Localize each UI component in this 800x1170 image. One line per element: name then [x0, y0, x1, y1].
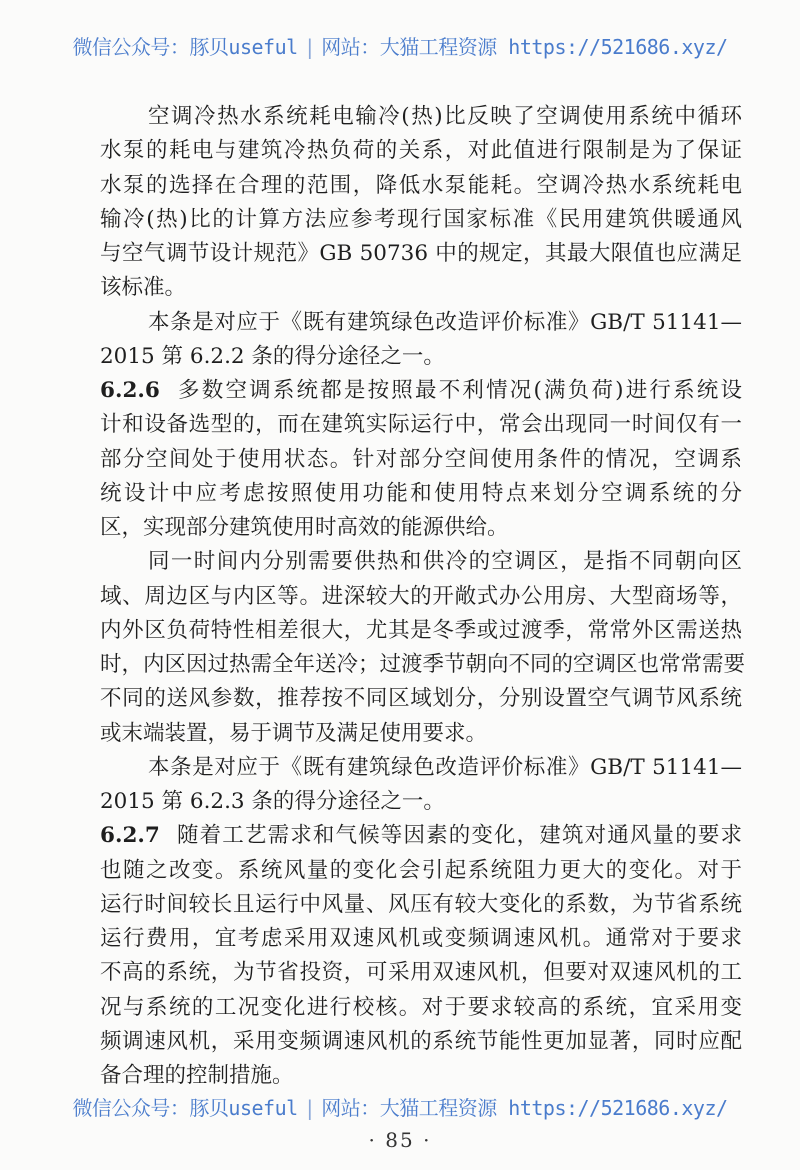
line-text: 运行费用，宜考虑采用双速风机或变频调速风机。通常对于要求 [100, 926, 742, 951]
section-paragraph [100, 819, 742, 1093]
line-text: 与空气调节设计规范》GB 50736 中的规定，其最大限值也应满足 [100, 241, 742, 266]
watermark-separator: | [303, 1096, 316, 1120]
text-line [100, 751, 742, 785]
text-line [100, 648, 746, 682]
text-line [100, 408, 742, 442]
line-text: 多数空调系统都是按照最不利情况(满负荷)进行系统设 [175, 378, 742, 403]
line-text: 2015 第 6.2.3 条的得分途径之一。 [100, 789, 445, 814]
text-line [100, 271, 742, 305]
line-text: 运行时间较长且运行中风量、风压有较大变化的系数，为节省系统 [100, 891, 742, 917]
text-line [100, 477, 742, 511]
paragraph [100, 545, 746, 751]
line-text: 也随之改变。系统风量的变化会引起系统阻力更大的变化。对于 [100, 857, 742, 883]
text-line [100, 203, 742, 237]
line-text: 统设计中应考虑按照使用功能和使用特点来划分空调系统的分 [100, 480, 742, 506]
line-text: 输冷(热)比的计算方法应参考现行国家标准《民用建筑供暖通风 [100, 206, 742, 232]
watermark-wechat: 微信公众号：豚贝useful [72, 35, 298, 59]
watermark-bottom [0, 1092, 800, 1121]
text-line [100, 306, 742, 340]
text-line [100, 374, 742, 408]
watermark-top [0, 31, 800, 60]
line-text: 随着工艺需求和气候等因素的变化，建筑对通风量的要求 [175, 823, 742, 849]
text-line [100, 854, 742, 888]
line-text: 不高的系统，为节省投资，可采用双速风机，但要对双速风机的工 [100, 960, 742, 986]
text-line [100, 682, 742, 716]
line-text: 或末端装置，易于调节及满足使用要求。 [100, 720, 488, 746]
text-line [100, 237, 742, 271]
text-line [100, 785, 742, 819]
paragraph [100, 751, 742, 820]
section-number: 6.2.7 [100, 823, 160, 849]
text-line [100, 1059, 742, 1093]
text-line [100, 717, 742, 751]
text-line [100, 1025, 742, 1059]
text-line [100, 511, 742, 545]
text-line [100, 134, 742, 168]
line-text: 不同的送风参数，推荐按不同区域划分，分别设置空气调节风系统 [100, 686, 742, 712]
line-text: 况与系统的工况变化进行校核。对于要求较高的系统，宜采用变 [100, 994, 742, 1020]
text-line [100, 922, 742, 956]
text-line [100, 580, 742, 614]
line-text: 内外区负荷特性相差很大，尤其是冬季或过渡季，常常外区需送热 [100, 617, 742, 643]
paragraph [100, 306, 742, 375]
text-line [100, 819, 742, 853]
line-text: 时，内区因过热需全年送冷；过渡季节朝向不同的空调区也常常需要 [100, 652, 746, 677]
line-text: 空调冷热水系统耗电输冷(热)比反映了空调使用系统中循环 [148, 104, 742, 129]
line-text: 水泵的耗电与建筑冷热负荷的关系，对此值进行限制是为了保证 [100, 138, 742, 164]
text-line [100, 169, 742, 203]
line-text: 域、周边区与内区等。进深较大的开敞式办公用房、大型商场等， [100, 583, 742, 609]
paragraph [100, 100, 742, 306]
line-text: 部分空间处于使用状态。针对部分空间使用条件的情况，空调系 [100, 446, 742, 472]
watermark-website: 网站：大猫工程资源 https://521686.xyz/ [321, 35, 728, 59]
line-text: 备合理的控制措施。 [100, 1063, 294, 1088]
document-body [100, 100, 746, 1093]
line-text: 该标准。 [100, 275, 187, 301]
text-line [100, 614, 742, 648]
watermark-separator: | [303, 35, 316, 59]
line-text: 频调速风机，采用变频调速风机的系统节能性更加显著，同时应配 [100, 1028, 742, 1054]
line-text: 计和设备选型的，而在建筑实际运行中，常会出现同一时间仅有一 [100, 412, 742, 438]
line-text: 本条是对应于《既有建筑绿色改造评价标准》GB/T 51141— [148, 309, 742, 335]
page-number: · 85 · [368, 1128, 432, 1152]
line-text: 2015 第 6.2.2 条的得分途径之一。 [100, 343, 445, 369]
text-line [100, 443, 742, 477]
section-number: 6.2.6 [100, 378, 160, 403]
watermark-website: 网站：大猫工程资源 https://521686.xyz/ [321, 1096, 728, 1120]
text-line [100, 888, 742, 922]
text-line [100, 545, 742, 579]
text-line [100, 100, 742, 134]
text-line [100, 956, 742, 990]
text-line [100, 340, 742, 374]
line-text: 水泵的选择在合理的范围，降低水泵能耗。空调冷热水系统耗电 [100, 172, 742, 198]
text-line [100, 991, 742, 1025]
line-text: 区，实现部分建筑使用时高效的能源供给。 [100, 515, 509, 540]
line-text: 同一时间内分别需要供热和供冷的空调区，是指不同朝向区 [148, 549, 742, 575]
section-paragraph [100, 374, 742, 545]
watermark-wechat: 微信公众号：豚贝useful [72, 1096, 298, 1120]
line-text: 本条是对应于《既有建筑绿色改造评价标准》GB/T 51141— [148, 754, 742, 780]
